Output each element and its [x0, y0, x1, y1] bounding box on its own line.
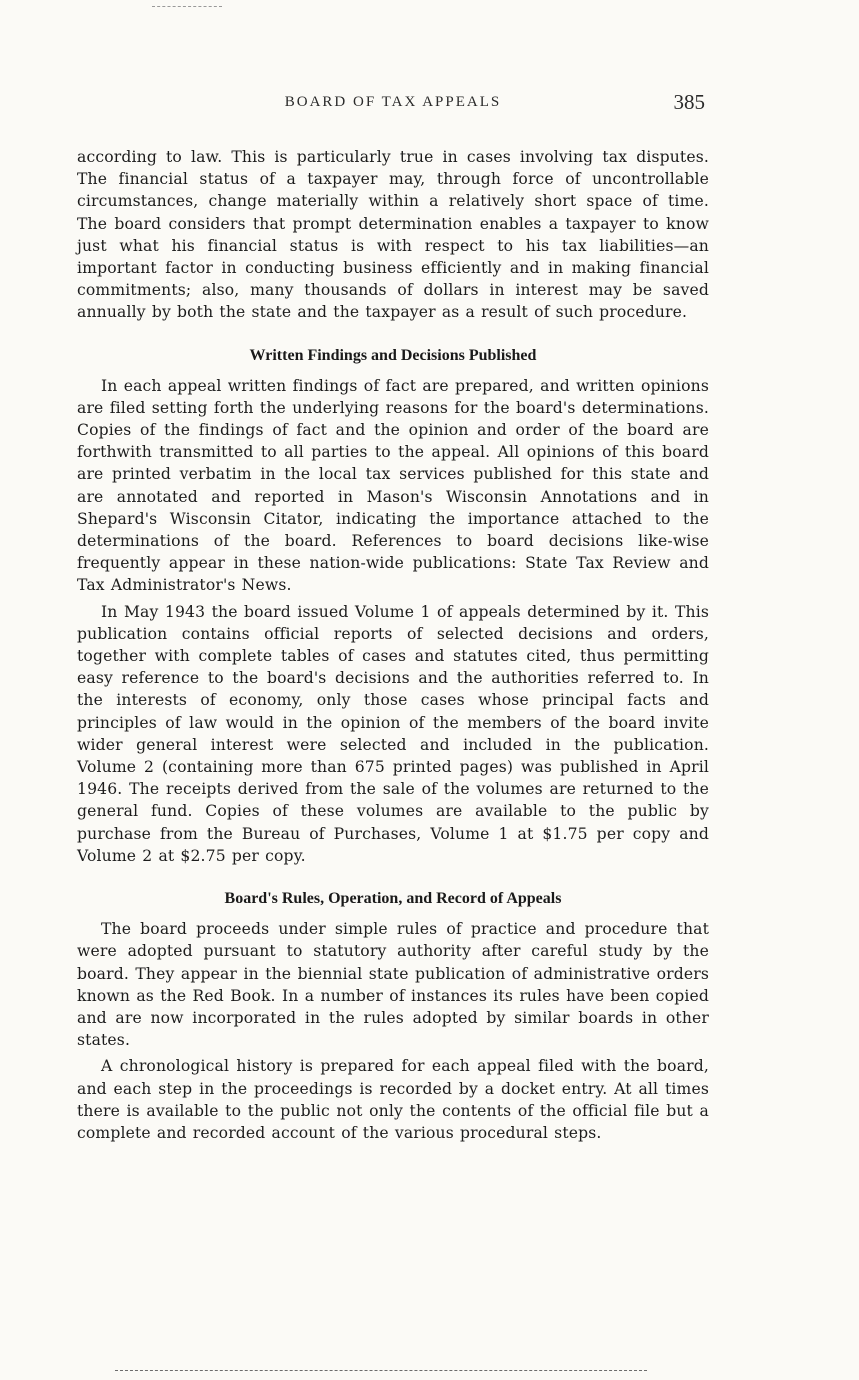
page-number: 385 — [673, 90, 705, 114]
section-heading-written-findings: Written Findings and Decisions Published — [249, 346, 537, 364]
body-paragraph: A chronological history is prepared for each appeal filed with the board, and each step in the proceedings is recorded by a docket entry. At all times there is available to the public not only the contents of the official file but a complete and recorded account of the various procedural steps. — [77, 1057, 709, 1142]
section-heading-rules: Board's Rules, Operation, and Record of Appeals — [224, 890, 562, 908]
intro-paragraph: according to law. This is particularly true in cases involving tax disputes. The financial status of a taxpayer may, through force of uncontrollable circumstances, change materially within a relatively short space of time. The board considers that prompt determination enables a taxpayer to know just what his financial status is with respect to his tax liabilities—an important factor in conducting business efficiently and in making financial commitments; also, many thousands of dollars in interest may be saved annually by both the state and the taxpayer as a result of such procedure. — [77, 148, 709, 322]
written-findings-section — [77, 346, 709, 867]
running-head — [77, 88, 709, 124]
intro-section — [77, 146, 709, 324]
document-page — [77, 88, 709, 1144]
body-paragraph: The board proceeds under simple rules of practice and procedure that were adopted pursuant to statutory authority after careful study by the board. They appear in the biennial state publication of administrative orders known as the Red Book. In a number of instances its rules have been copied and are now incorporated in the rules adopted by similar boards in other states. — [77, 920, 709, 1050]
scan-artifact-top — [152, 6, 222, 7]
scan-artifact-bottom — [115, 1370, 647, 1372]
body-paragraph: In May 1943 the board issued Volume 1 of appeals determined by it. This publication contains official reports of selected decisions and orders, together with complete tables of cases and statutes cited, thus permitting easy reference to the board's decisions and the authorities referred to. In the interests of economy, only those cases whose principal facts and principles of law would in the opinion of the members of the board invite wider general interest were selected and included in the publication. Volume 2 (containing more than 675 printed pages) was published in April 1946. The receipts derived from the sale of the volumes are returned to the general fund. Copies of these volumes are available to the public by purchase from the Bureau of Purchases, Volume 1 at $1.75 per copy and Volume 2 at $2.75 per copy. — [77, 602, 709, 865]
rules-section — [77, 889, 709, 1144]
body-paragraph: In each appeal written findings of fact are prepared, and written opinions are filed setting forth the underlying reasons for the board's determinations. Copies of the findings of fact and the opinion and order of the board are forthwith transmitted to all parties to the appeal. All opinions of this board are printed verbatim in the local tax services published for this state and are annotated and reported in Mason's Wisconsin Annotations and in Shepard's Wisconsin Citator, indicating the importance attached to the determinations of the board. References to board decisions like-wise frequently appear in these nation-wide publications: State Tax Review and Tax Administrator's News. — [77, 376, 709, 595]
running-head-title: BOARD OF TAX APPEALS — [284, 94, 502, 110]
